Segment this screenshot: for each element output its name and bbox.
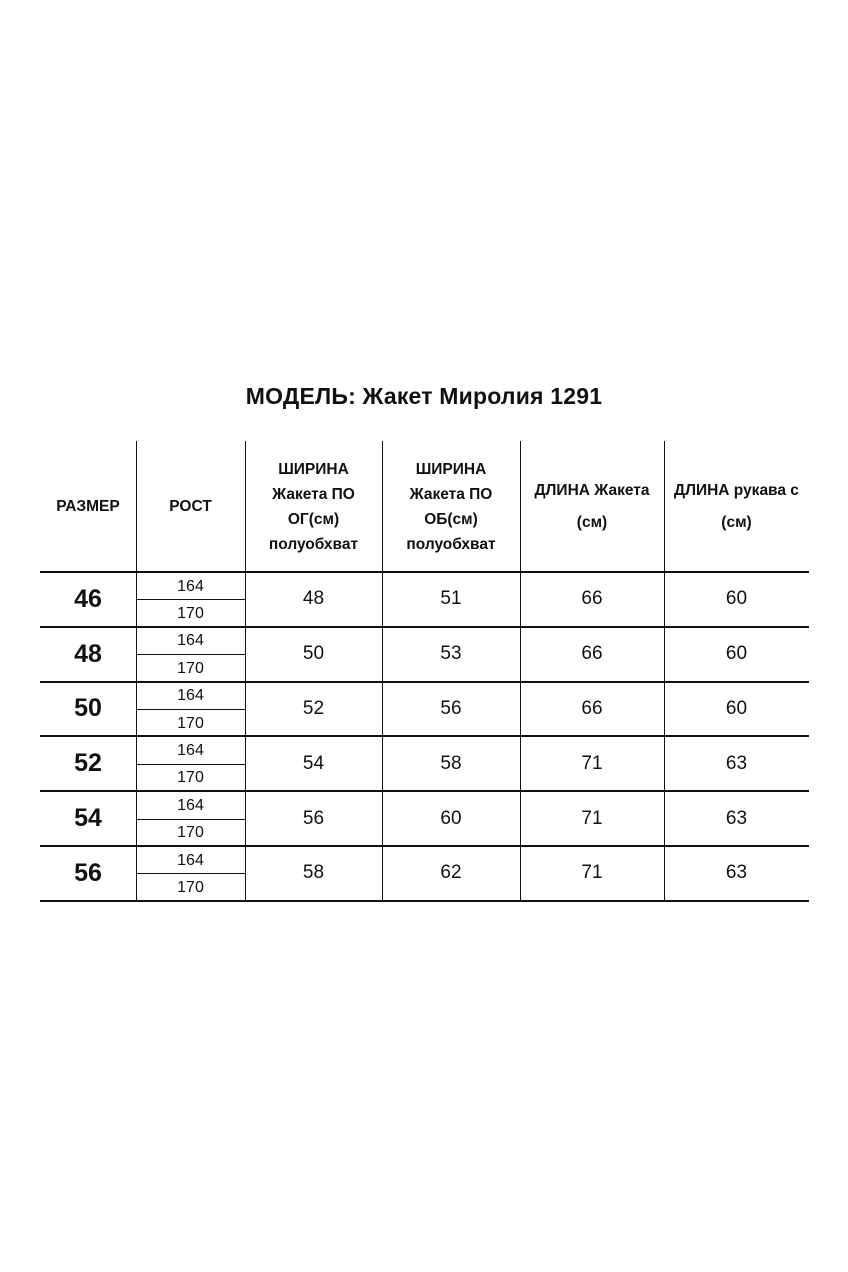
sleeve-cell: 60 — [725, 588, 748, 610]
row-divider — [40, 900, 809, 902]
sleeve-cell: 60 — [725, 643, 748, 665]
height-cell: 164 — [177, 687, 204, 705]
height-cell: 170 — [177, 605, 204, 623]
row-divider — [40, 626, 809, 628]
sleeve-cell: 63 — [725, 862, 748, 884]
width-og-cell: 52 — [302, 697, 325, 719]
height-divider — [136, 764, 245, 765]
header-width-ob — [382, 441, 520, 572]
header-width-ob-line: Жакета ПО — [409, 485, 493, 503]
header-height — [136, 441, 245, 572]
height-divider — [136, 709, 245, 710]
header-length — [520, 441, 664, 572]
size-cell: 50 — [74, 694, 102, 723]
length-cell: 71 — [581, 752, 603, 774]
header-width-og-line: Жакета ПО — [272, 485, 355, 503]
header-width-og — [245, 441, 382, 572]
height-cell: 164 — [177, 742, 204, 760]
size-cell: 46 — [74, 584, 102, 613]
column-divider — [136, 441, 137, 901]
size-cell: 52 — [74, 749, 102, 778]
header-size — [40, 441, 136, 572]
sleeve-cell: 63 — [725, 752, 748, 774]
length-cell: 66 — [581, 643, 603, 665]
sleeve-cell: 60 — [725, 697, 748, 719]
header-length-line: ДЛИНА Жакета — [534, 481, 650, 499]
page-title: МОДЕЛЬ: Жакет Миролия 1291 — [245, 383, 603, 409]
header-sleeve-line: (см) — [721, 513, 752, 531]
column-divider — [245, 441, 246, 901]
width-og-cell: 48 — [302, 588, 325, 610]
width-og-cell: 54 — [302, 752, 325, 774]
header-width-ob-line: ОБ(см) — [424, 510, 478, 528]
height-cell: 170 — [177, 714, 204, 732]
header-sleeve — [664, 441, 809, 572]
column-divider — [664, 441, 665, 901]
width-og-cell: 58 — [302, 862, 325, 884]
length-cell: 71 — [581, 862, 603, 884]
height-cell: 170 — [177, 659, 204, 677]
length-cell: 71 — [581, 807, 603, 829]
header-width-og-line: полуобхват — [268, 535, 359, 553]
width-og-cell: 56 — [302, 807, 325, 829]
header-sleeve-line: ДЛИНА рукава с — [674, 481, 799, 499]
size-cell: 56 — [74, 858, 102, 887]
header-width-ob-line: полуобхват — [406, 535, 496, 553]
height-cell: 164 — [177, 851, 204, 869]
height-divider — [136, 654, 245, 655]
header-size-label: РАЗМЕР — [56, 498, 120, 515]
length-cell: 66 — [581, 697, 603, 719]
column-divider — [520, 441, 521, 901]
header-length-line: (см) — [576, 513, 608, 531]
size-cell: 54 — [74, 804, 102, 833]
row-divider — [40, 790, 809, 792]
height-cell: 164 — [177, 632, 204, 650]
width-ob-cell: 56 — [440, 697, 462, 719]
height-cell: 164 — [177, 796, 204, 814]
length-cell: 66 — [581, 588, 603, 610]
header-height-label: РОСТ — [169, 498, 212, 515]
row-divider — [40, 735, 809, 737]
width-ob-cell: 51 — [440, 588, 462, 610]
row-divider — [40, 845, 809, 847]
height-divider — [136, 873, 245, 874]
height-divider — [136, 819, 245, 820]
width-ob-cell: 62 — [440, 862, 462, 884]
column-divider — [382, 441, 383, 901]
height-cell: 170 — [177, 769, 204, 787]
height-cell: 170 — [177, 879, 204, 897]
header-width-og-line: ШИРИНА — [278, 460, 349, 478]
width-og-cell: 50 — [302, 643, 325, 665]
height-cell: 170 — [177, 824, 204, 842]
header-width-ob-line: ШИРИНА — [415, 460, 487, 478]
row-divider — [40, 571, 809, 573]
width-ob-cell: 53 — [440, 643, 462, 665]
height-cell: 164 — [177, 577, 204, 595]
header-width-og-line: ОГ(см) — [287, 510, 340, 528]
height-divider — [136, 599, 245, 600]
sleeve-cell: 63 — [725, 807, 748, 829]
row-divider — [40, 681, 809, 683]
width-ob-cell: 58 — [440, 752, 462, 774]
size-cell: 48 — [74, 639, 102, 668]
width-ob-cell: 60 — [440, 807, 462, 829]
